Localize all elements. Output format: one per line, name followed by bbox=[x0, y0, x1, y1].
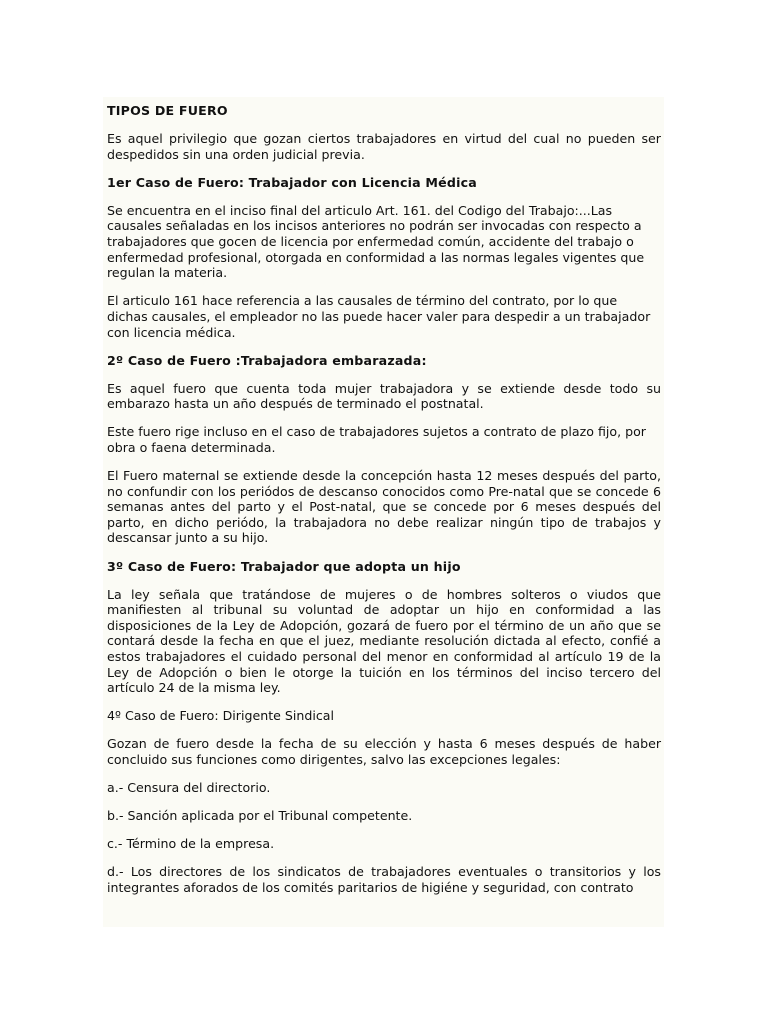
case4-heading: 4º Caso de Fuero: Dirigente Sindical bbox=[107, 708, 335, 724]
case3-paragraph-1: La ley señala que tratándose de mujeres o de hombres solteros o viudos que manifiesten al tribunal su voluntad de adoptar un hijo en conformidad a las disposiciones de la Ley de Adopción, gozará de fuero por el término de un año que se contará desde la fecha en que el juez, mediante resolución dictada al efecto, confié a estos trabajadores el cuidado personal del menor en conformidad al artículo 19 de la Ley de Adopción o bien le otorge la tuición en los términos del inciso tercero del artículo 24 de la misma ley. bbox=[107, 586, 661, 696]
case1-paragraph-1: Se encuentra en el inciso final del articulo Art. 161. del Codigo del Trabajo:...Las causales señaladas en los incisos anteriores no podrán ser invocadas con respecto a trabajadores que gocen de licencia por enfermedad común, accidente del trabajo o enfermedad profesional, otorgada en conformidad a las normas legales vigentes que regulan la materia. bbox=[107, 202, 645, 281]
case4-item-d: d.- Los directores de los sindicatos de trabajadores eventuales o transitorios y los integrantes aforados de los comités paritarios de higiéne y seguridad, con contrato bbox=[107, 864, 661, 895]
intro-paragraph: Es aquel privilegio que gozan ciertos trabajadores en virtud del cual no pueden ser despedidos sin una orden judicial previa. bbox=[107, 131, 661, 162]
case2-paragraph-2: Este fuero rige incluso en el caso de trabajadores sujetos a contrato de plazo fijo, por obra o faena determinada. bbox=[107, 424, 646, 455]
case4-item-c: c.- Término de la empresa. bbox=[107, 836, 275, 852]
case4-item-a: a.- Censura del directorio. bbox=[107, 780, 271, 796]
document-body bbox=[107, 103, 661, 908]
case1-paragraph-2: El articulo 161 hace referencia a las causales de término del contrato, por lo que dichas causales, el empleador no las puede hacer valer para despedir a un trabajador con licencia médica. bbox=[107, 293, 651, 340]
case3-heading: 3º Caso de Fuero: Trabajador que adopta un hijo bbox=[107, 558, 461, 574]
document-title: TIPOS DE FUERO bbox=[107, 103, 228, 118]
case4-paragraph-1: Gozan de fuero desde la fecha de su elección y hasta 6 meses después de haber concluido sus funciones como dirigentes, salvo las excepciones legales: bbox=[107, 736, 661, 767]
case2-heading: 2º Caso de Fuero :Trabajadora embarazada: bbox=[107, 352, 427, 368]
case1-heading: 1er Caso de Fuero: Trabajador con Licencia Médica bbox=[107, 174, 477, 190]
document-page bbox=[103, 97, 664, 927]
case2-paragraph-1: Es aquel fuero que cuenta toda mujer trabajadora y se extiende desde todo su embarazo hasta un año después de terminado el postnatal. bbox=[107, 380, 661, 412]
case4-item-b: b.- Sanción aplicada por el Tribunal competente. bbox=[107, 808, 413, 824]
case2-paragraph-3: El Fuero maternal se extiende desde la concepción hasta 12 meses después del parto, no confundir con los periódos de descanso conocidos como Pre-natal que se concede 6 semanas antes del parto y el Post-natal, que se concede por 6 meses después del parto, en dicho periódo, la trabajadora no debe realizar ningún tipo de trabajos y descansar junto a su hijo. bbox=[107, 468, 661, 546]
